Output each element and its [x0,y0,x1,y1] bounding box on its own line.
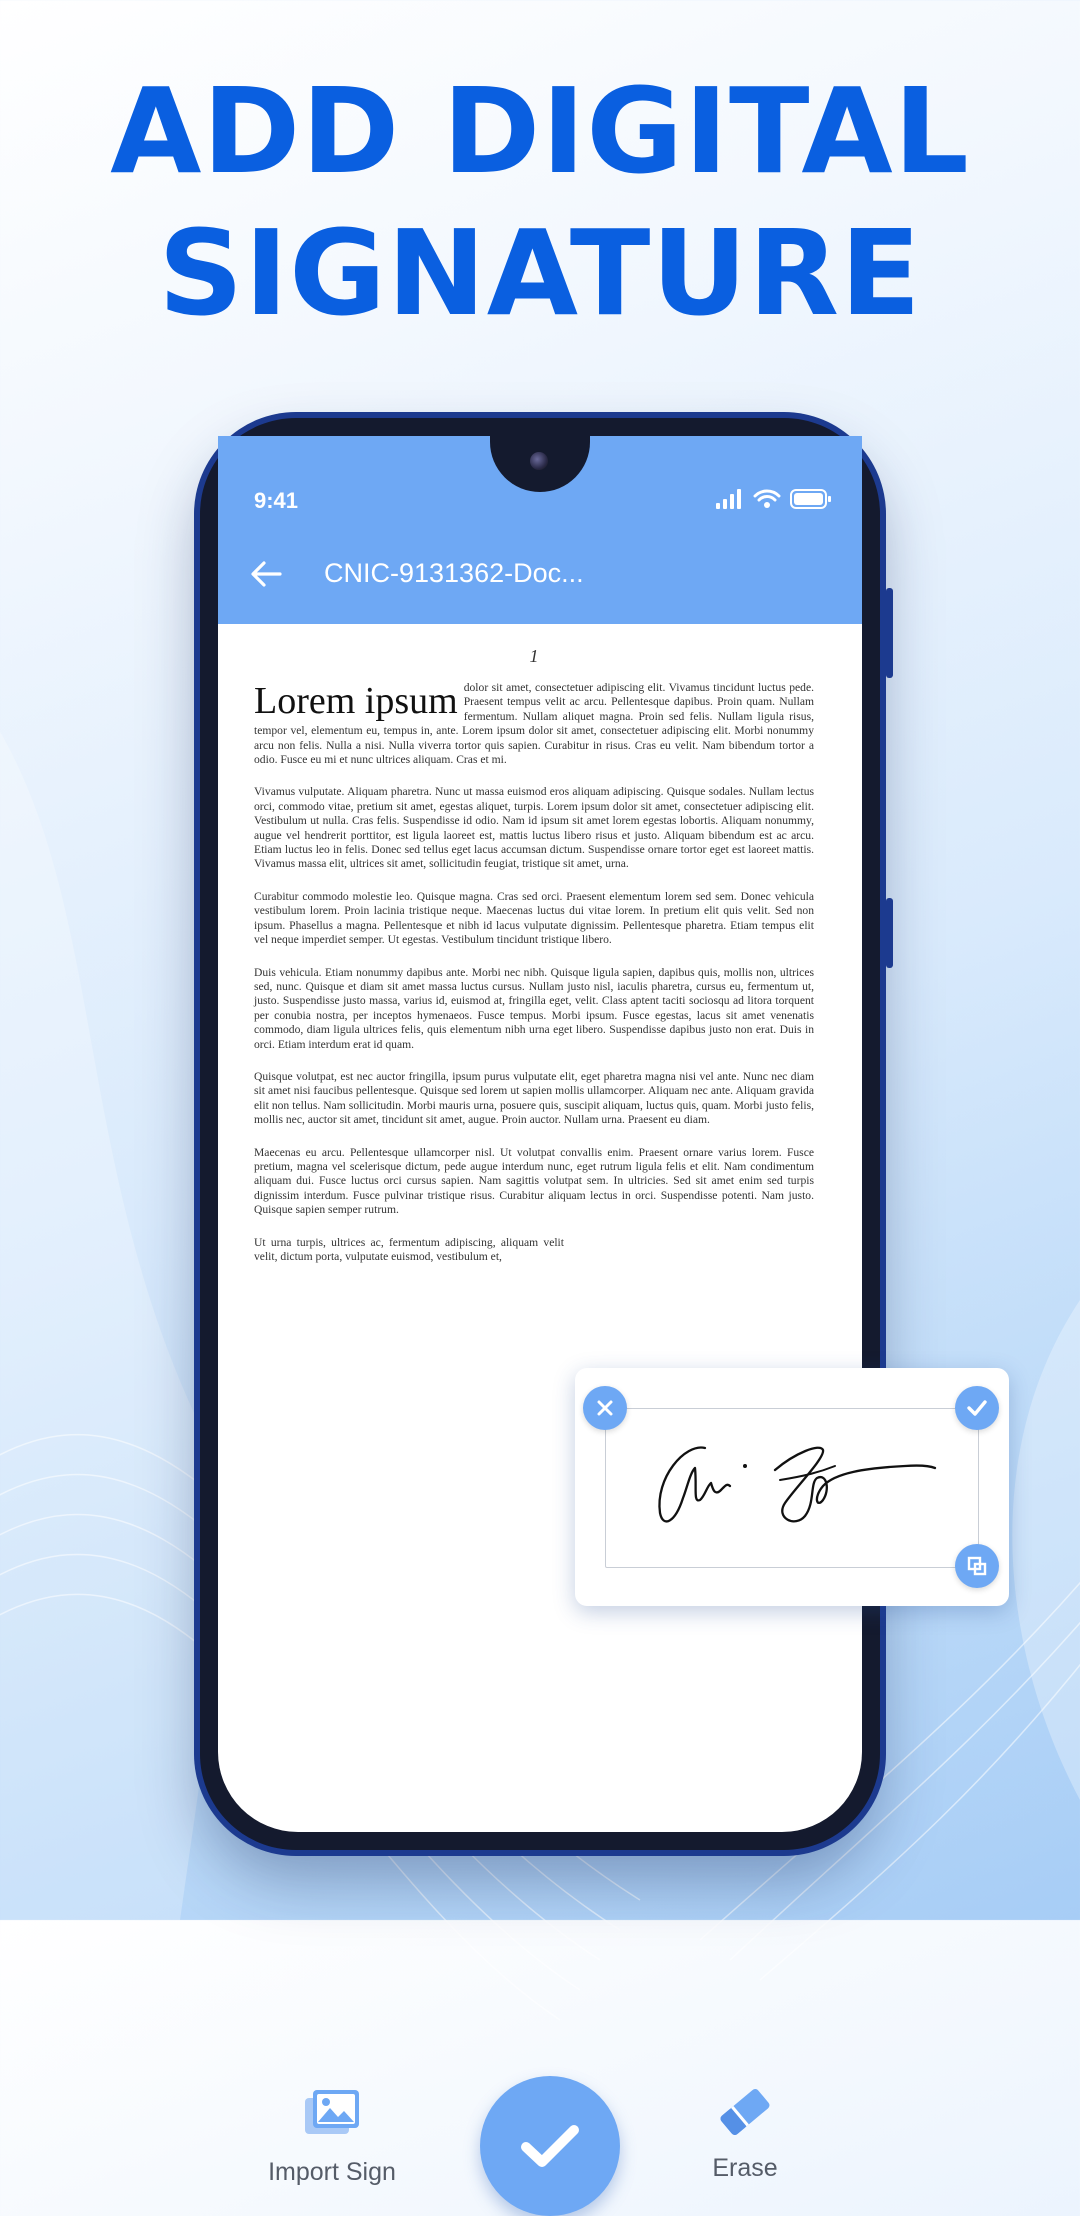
document-paragraph [254,681,814,767]
document-heading: Lorem ipsum [254,680,458,722]
document-paragraph: Vivamus vulputate. Aliquam pharetra. Nunc ut massa euismod eros aliquam adipiscing. Quisque sodales. Nullam lectus orci, commodo vitae, pretium sit amet, egestas aliquet, turpis. Lorem ipsum dolor sit amet, consectetuer adipiscing elit. Vestibulum ut nulla. Cras felis. Suspendisse id odio. Nam id ipsum sit amet lorem egestas lobortis. Aliquam nonummy, augue vel hendrerit porttitor, est ligula laoreet est, mattis luctus libero risus et justo. Aliquam bibendum est ac arcu. Etiam luctus leo in felis. Donec sed tellus eget lacus accumsan dictum. Suspendisse ornare tortor eget est laoreet mattis. Vivamus massa elit, ultrices sit amet, sollicitudin feugiat, tristique sit amet, urna. [254,785,814,871]
headline [0,60,1080,344]
page-number: 1 [529,646,539,666]
battery-icon [790,489,832,509]
wifi-icon [754,489,780,509]
check-icon [518,2120,582,2172]
image-gallery-icon [301,2086,363,2142]
phone-side-button [886,898,893,968]
document-paragraph: Maecenas eu arcu. Pellentesque ullamcorper nisl. Ut volutpat convallis enim. Praesent ornare varius lorem. Fusce pretium, magna vel scelerisque dictum, pede augue interdum nunc, eget rutrum ligula felis et elit. Nam condimentum aliquam dui. Fusce luctus orci cursus sapien. Nam sagittis volutpat sem. In ultricies. Sed sit amet enim sed turpis dignissim interdum. Fusce pulvinar tristique risus. Curabitur aliquam lectus in orci. Suspendisse potenti. Nam justo. Quisque sapien semper rutrum. [254,1145,814,1217]
erase-button[interactable] [680,2084,810,2183]
headline-line-1: ADD DIGITAL [110,62,970,200]
document-paragraph: Duis vehicula. Etiam nonummy dapibus ante. Morbi nec nibh. Quisque ligula sapien, dapibus quis, mollis non, ultrices sed, nunc. Quisque et diam sit amet massa luctus cursus. Nullam justo nisl, iaculis pharetra, cursus eu, fermentum ut, justo. Suspendisse justo massa, varius id, euismod at, fringilla eget, velit. Class aptent taciti sociosqu ad litora torquent per conubia nostra, per inceptos hymenaeos. Fusce tempus. Morbi ipsum. Fusce egestas, lacus sit amet venenatis commodo, diam ligula ultrices felis, quis elementum nibh urna eget libero. Suspendisse dapibus justo non erat. Duis in orci. Etiam interdum erat id quam. [254,965,814,1051]
back-arrow-icon[interactable] [246,554,286,594]
signature-card[interactable] [575,1368,1009,1606]
front-camera [530,452,548,470]
eraser-icon [713,2084,777,2140]
document-paragraph-text: dolor sit amet, consectetuer adipiscing elit. Vivamus tincidunt luctus pede. Praesent tempus velit ac arcu. Pellentesque dapibus. Proin quam. Nullam fermentum. Nullam aliquet magna. Proin sed felis. Nullam ligula risus, tempor vel, elementum eu, tempus in, ante. Lorem ipsum dolor sit amet, consectetuer adipiscing elit. Morbi nonummy arcu non felis. Nulla a nisi. Nulla viverra tortor quis sapien. Curabitur in risus. Cras eu velit. Nam bibendum tortor a odio. Fusce eu mi et nunc ultrices aliquam. Cras et mi. [254,681,814,767]
document-paragraph: Quisque volutpat, est nec auctor fringilla, ipsum purus vulputate elit, eget pharetra magna nisi vel ante. Nunc nec diam sit amet nisi faucibus pellentesque. Quisque sed lorem ut sapien mollis ullamcorper. Aliquam nec ante. Aliquam gravida elit non tellus. Nam sollicitudin. Morbi mauris urna, posuere quis, suscipit aliquam, luctus quis, quam. Morbi justo felis, mollis nec, auctor sit amet, tincidunt sit amet, augue. Proin auctor. Nullam urna. Praesent eu diam. [254,1069,814,1127]
phone-side-button [886,588,893,678]
signal-icon [716,489,744,509]
document-page [254,646,814,1282]
status-time: 9:41 [254,488,299,513]
signature-confirm-button[interactable] [955,1386,999,1430]
headline-line-2: SIGNATURE [158,204,922,342]
phone-mockup [200,418,880,2186]
confirm-fab-button[interactable] [480,2076,620,2216]
close-icon [595,1398,615,1418]
check-icon [966,1399,988,1417]
signature-drawing [645,1428,945,1538]
phone-screen [218,436,862,2186]
document-paragraph: Ut urna turpis, ultrices ac, fermentum adipiscing, aliquam velit velit, dictum porta, vulputate euismod, vestibulum et, [254,1235,564,1263]
signature-delete-button[interactable] [583,1386,627,1430]
import-sign-button[interactable] [252,2086,412,2187]
bottom-toolbar [218,2026,862,2206]
document-title: CNIC-9131362-Doc... [324,558,584,588]
document-paragraph: Curabitur commodo molestie leo. Quisque magna. Cras sed orci. Praesent elementum lorem sed sem. Donec vehicula vestibulum lorem. Proin lacinia tristique neque. Maecenas luctus dui vitae lorem. In pretium elit quis velit. Sed non ipsum. Phasellus a magna. Pellentesque et nibh id lacus vulputate dignissim. Pellentesque pharetra. Etiam tempus elit vel neque imperdiet semper. Ut egestas. Vestibulum tincidunt tristique libero. [254,889,814,947]
signature-resize-handle[interactable] [955,1544,999,1588]
status-icons [716,486,832,512]
resize-icon [966,1555,988,1577]
import-sign-label: Import Sign [268,2158,396,2186]
erase-label: Erase [712,2154,778,2182]
